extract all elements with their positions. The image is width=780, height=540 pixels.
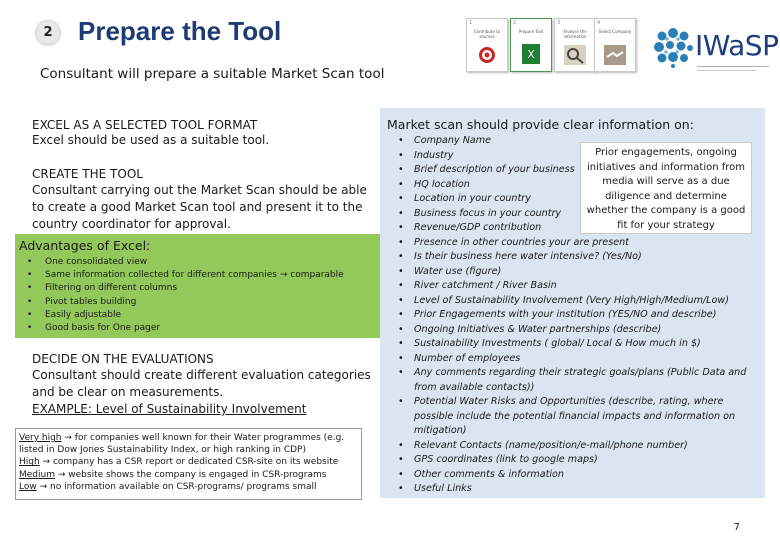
decide-heading: DECIDE ON THE EVALUATIONS: [32, 352, 214, 366]
list-item: • Useful Links: [398, 482, 746, 497]
list-item: • Easily adjustable: [27, 309, 344, 322]
level-row-low: [19, 481, 344, 493]
callout-text: Prior engagements, ongoing initiatives and information from media will serve as a due diligence and determine whether the company is a good fit for your strategy: [586, 147, 746, 231]
list-item: • Relevant Contacts (name/position/e-mail/phone number): [398, 439, 746, 454]
logo-text: IWaSP: [695, 29, 779, 62]
list-item: • One consolidated view: [27, 256, 344, 269]
target-icon: [477, 45, 497, 65]
iwasp-logo: [652, 24, 779, 82]
step-number-badge: 2: [36, 21, 60, 45]
level-desc: → company has a CSR report or dedicated CSR-site on its website: [39, 457, 339, 468]
level-label: Very high: [19, 433, 62, 443]
thumbnail-step-2: [510, 18, 552, 72]
list-item: • Good basis for One pager: [27, 322, 344, 335]
level-row-very-high: [19, 432, 344, 444]
example-heading: EXAMPLE: Level of Sustainability Involvement: [32, 402, 307, 416]
list-item: • Brief description of your business: [398, 163, 746, 178]
list-item: • Filtering on different columns: [27, 282, 344, 295]
thumbnail-label: Select Company: [598, 29, 632, 34]
level-desc: listed in Dow Jones Sustainability Index, or high ranking in CDP): [19, 445, 306, 456]
page-number: 7: [733, 522, 740, 533]
level-label: Low: [19, 481, 37, 492]
list-item: • Same information collected for different companies → comparable: [27, 269, 344, 282]
globe-icon: [652, 26, 694, 68]
list-item: • Prior Engagements with your institution (YES/NO and describe): [398, 308, 746, 323]
excel-text: Excel should be used as a suitable tool.: [32, 133, 270, 147]
logo-tagline-2: [697, 70, 757, 73]
list-item: • Other comments & information: [398, 468, 746, 483]
thumbnail-number: 4: [597, 20, 601, 26]
thumbnail-label: Analyse the information: [563, 29, 587, 39]
list-item: • Business focus in your country: [398, 207, 746, 222]
thumbnail-step-3: [554, 18, 596, 72]
level-label: High: [19, 457, 40, 468]
level-desc: → no information available on CSR-programs/ programs small: [36, 481, 317, 492]
level-row-medium: [19, 469, 344, 481]
list-item: • Any comments regarding their strategic goals/plans (Public Data and from available contacts)): [398, 366, 746, 395]
list-item: • Industry: [398, 149, 746, 164]
page-subtitle: Consultant will prepare a suitable Market Scan tool: [40, 66, 385, 82]
list-item: • Is their business here water intensive? (Yes/No): [398, 250, 746, 265]
list-item: • Sustainability Investments ( global/ Local & How much in $): [398, 337, 746, 352]
list-item: • Presence in other countries your are present: [398, 236, 746, 251]
info-panel-title: Market scan should provide clear information on:: [387, 117, 694, 132]
list-item: • Water use (figure): [398, 265, 746, 280]
excel-icon: [521, 43, 541, 65]
svg-text:X: X: [527, 48, 535, 61]
thumbnail-number: 1: [469, 20, 473, 26]
level-desc: → website shows the company is engaged in CSR-programs: [55, 469, 327, 480]
list-item: • River catchment / River Basin: [398, 279, 746, 294]
thumbnail-number: 2: [513, 20, 517, 26]
advantages-title: Advantages of Excel:: [19, 238, 151, 253]
level-row-continuation: [19, 444, 344, 456]
list-item: • Company Name: [398, 134, 746, 149]
list-item: • Location in your country: [398, 192, 746, 207]
level-label: Medium: [19, 469, 55, 480]
level-desc: → for companies well known for their Water programmes (e.g.: [61, 433, 345, 443]
list-item: • Revenue/GDP contribution: [398, 221, 746, 236]
excel-heading: EXCEL AS A SELECTED TOOL FORMAT: [32, 118, 258, 132]
process-thumbnails: [466, 18, 634, 74]
list-item: • Level of Sustainability Involvement (Very High/High/Medium/Low): [398, 294, 746, 309]
list-item: • Ongoing Initiatives & Water partnerships (describe): [398, 323, 746, 338]
list-item: • HQ location: [398, 178, 746, 193]
thumbnail-step-4: [594, 18, 636, 72]
handshake-icon: [604, 45, 626, 65]
page-title: Prepare the Tool: [78, 16, 282, 46]
list-item: • GPS coordinates (link to google maps): [398, 453, 746, 468]
list-item: • Pivot tables building: [27, 296, 344, 309]
list-item: • Potential Water Risks and Opportunities (describe, rating, where possible include the potential financial impacts and information on mitigation): [398, 395, 746, 439]
thumbnail-label: Prepare Tool: [518, 29, 544, 34]
decide-text: Consultant should create different evaluation categories and be clear on measurements.: [32, 368, 371, 399]
magnifier-icon: [564, 45, 586, 65]
callout-box: [580, 142, 752, 234]
levels-box: [15, 428, 362, 500]
list-item: • Number of employees: [398, 352, 746, 367]
thumbnail-number: 3: [557, 20, 561, 26]
advantages-box: [15, 234, 382, 338]
thumbnail-label: Contribute to sources: [473, 29, 501, 39]
create-heading: CREATE THE TOOL: [32, 167, 143, 181]
create-text: Consultant carrying out the Market Scan should be able to create a good Market Scan tool and present it to the country coordinator for approval.: [32, 183, 367, 231]
advantages-list: [27, 256, 344, 335]
level-row-high: [19, 456, 344, 468]
thumbnail-step-1: [466, 18, 508, 72]
